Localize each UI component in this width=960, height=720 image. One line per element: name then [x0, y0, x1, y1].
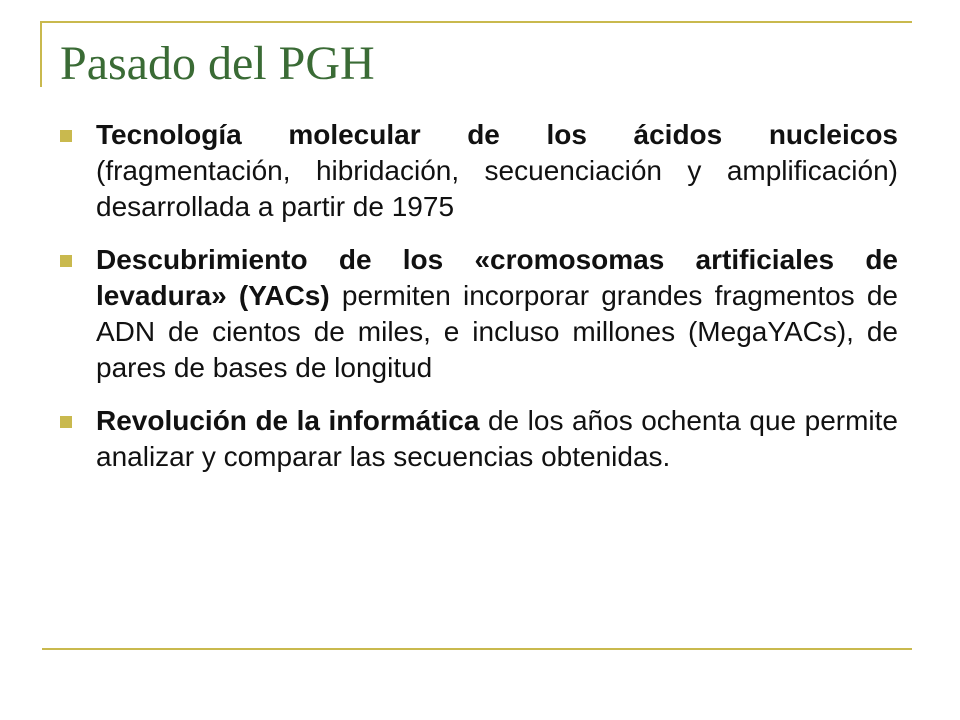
bullet-item: [60, 403, 898, 475]
bullet-bold-text: Revolución de la informática: [96, 405, 480, 436]
left-rule-line: [40, 21, 42, 87]
square-bullet-icon: [60, 255, 72, 267]
bullet-list: [60, 117, 898, 492]
bullet-item: [60, 117, 898, 225]
bottom-rule-line: [42, 648, 912, 650]
square-bullet-icon: [60, 130, 72, 142]
bullet-text: (fragmentación, hibridación, secuenciación y amplificación) desarrollada a partir de 1975: [96, 155, 898, 222]
bullet-bold-text: Tecnología molecular de los ácidos nucleicos: [96, 119, 898, 150]
bullet-bold-text: Descubrimiento de los «cromosomas artificiales de levadura» (YACs): [96, 244, 898, 311]
bullet-item: [60, 242, 898, 386]
bullet-text: de los años ochenta que permite analizar y comparar las secuencias obtenidas.: [96, 405, 898, 472]
square-bullet-icon: [60, 416, 72, 428]
top-rule-line: [42, 21, 912, 23]
slide-title: Pasado del PGH: [60, 37, 375, 90]
bullet-text: permiten incorporar grandes fragmentos de ADN de cientos de miles, e incluso millones (MegaYACs), de pares de bases de longitud: [96, 280, 898, 383]
